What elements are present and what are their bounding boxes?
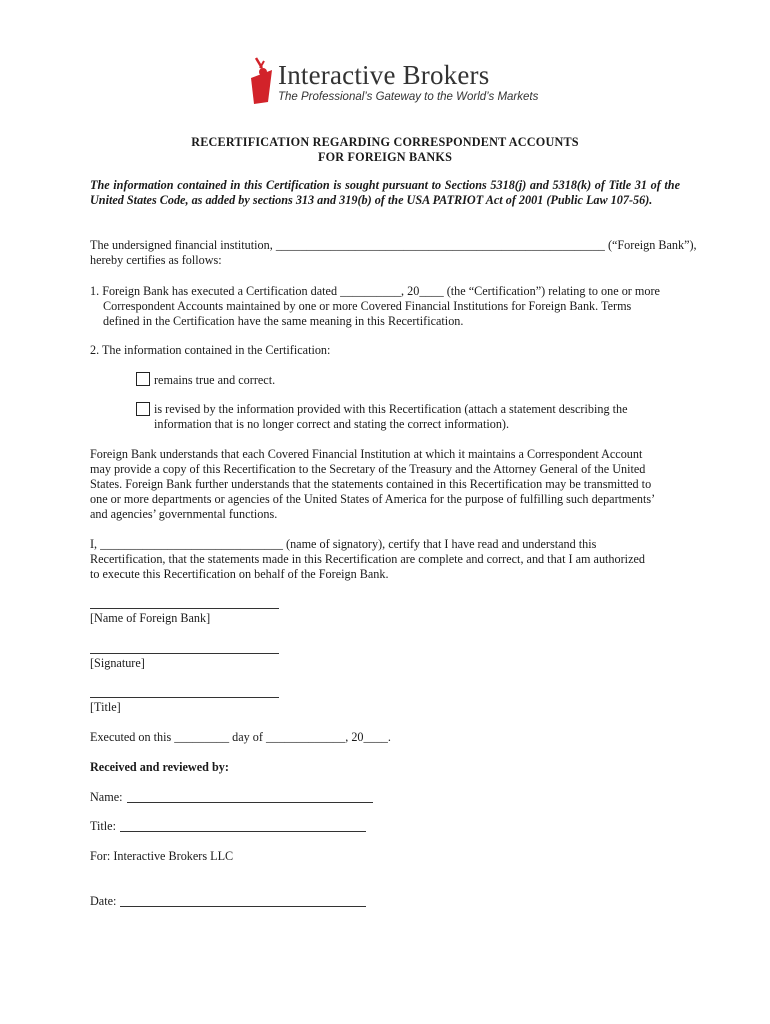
item2-heading: 2. The information contained in the Certification: [90, 343, 331, 357]
intro-paragraph: The information contained in this Certification is sought pursuant to Sections 5318(j) and 5318(k) of Title 31 of the United States Code, as added by sections 313 and 319(b) of the USA PATRIOT Act of 2001 (Public Law 107-56). [90, 178, 680, 207]
company-logo [248, 56, 538, 108]
understands-line5: and agencies’ governmental functions. [90, 507, 278, 521]
undersigned-suffix: (“Foreign Bank”), [604, 238, 697, 252]
received-title-field[interactable] [120, 831, 366, 832]
certify-line2: Recertification, that the statements made in this Recertification are complete and correct, and that I am authorized [90, 552, 645, 566]
executed-line: Executed on this _________ day of _____________, 20____. [90, 730, 391, 744]
foreign-bank-name-field[interactable]: ______________________________________________________ [275, 238, 605, 252]
option-revised-line2: information that is no longer correct and stating the correct information). [154, 417, 510, 431]
undersigned-prefix: The undersigned financial institution, [90, 238, 276, 252]
remains-true-checkbox[interactable] [136, 372, 150, 386]
item1-line2: Correspondent Accounts maintained by one or more Covered Financial Institutions for Foreign Bank. Terms [103, 299, 632, 313]
undersigned-line1 [90, 238, 697, 253]
certify-line3: to execute this Recertification on behalf of the Foreign Bank. [90, 567, 389, 581]
undersigned-line2: hereby certifies as follows: [90, 253, 222, 267]
received-heading: Received and reviewed by: [90, 760, 229, 774]
logo-name: Interactive Brokers [278, 60, 490, 90]
item1-line1: 1. Foreign Bank has executed a Certification dated __________, 20____ (the “Certification”) relating to one or more [90, 284, 660, 298]
certify-line1: I, ______________________________ (name of signatory), certify that I have read and understand this [90, 537, 597, 551]
signature-line[interactable] [90, 653, 279, 654]
bank-name-signature-line[interactable] [90, 608, 279, 609]
signature-label: [Signature] [90, 656, 145, 670]
title-label: [Title] [90, 700, 121, 714]
received-title-label: Title: [90, 819, 116, 833]
understands-line1: Foreign Bank understands that each Covered Financial Institution at which it maintains a Correspondent Account [90, 447, 643, 461]
understands-line3: States. Foreign Bank further understands that the statements contained in this Recertification may be transmitted to [90, 477, 652, 491]
document-title-line1: RECERTIFICATION REGARDING CORRESPONDENT ACCOUNTS [191, 135, 579, 149]
bank-name-label: [Name of Foreign Bank] [90, 611, 211, 625]
is-revised-checkbox[interactable] [136, 402, 150, 416]
logo-mark-icon [248, 56, 276, 106]
option-revised-line1: is revised by the information provided with this Recertification (attach a statement describing the [154, 402, 628, 416]
title-signature-line[interactable] [90, 697, 279, 698]
received-date-field[interactable] [120, 906, 366, 907]
received-name-label: Name: [90, 790, 123, 804]
understands-line2: may provide a copy of this Recertification to the Secretary of the Treasury and the Attorney General of the United [90, 462, 646, 476]
received-date-label: Date: [90, 894, 117, 908]
logo-tagline: The Professional’s Gateway to the World’s Markets [278, 91, 539, 103]
option-remains-true-label: remains true and correct. [154, 373, 276, 387]
received-for-line: For: Interactive Brokers LLC [90, 849, 234, 863]
item1-line3: defined in the Certification have the same meaning in this Recertification. [103, 314, 464, 328]
understands-line4: one or more departments or agencies of the United States of America for the purpose of fulfilling such departments’ [90, 492, 656, 506]
document-title-line2: FOR FOREIGN BANKS [317, 150, 453, 164]
received-name-field[interactable] [127, 802, 373, 803]
